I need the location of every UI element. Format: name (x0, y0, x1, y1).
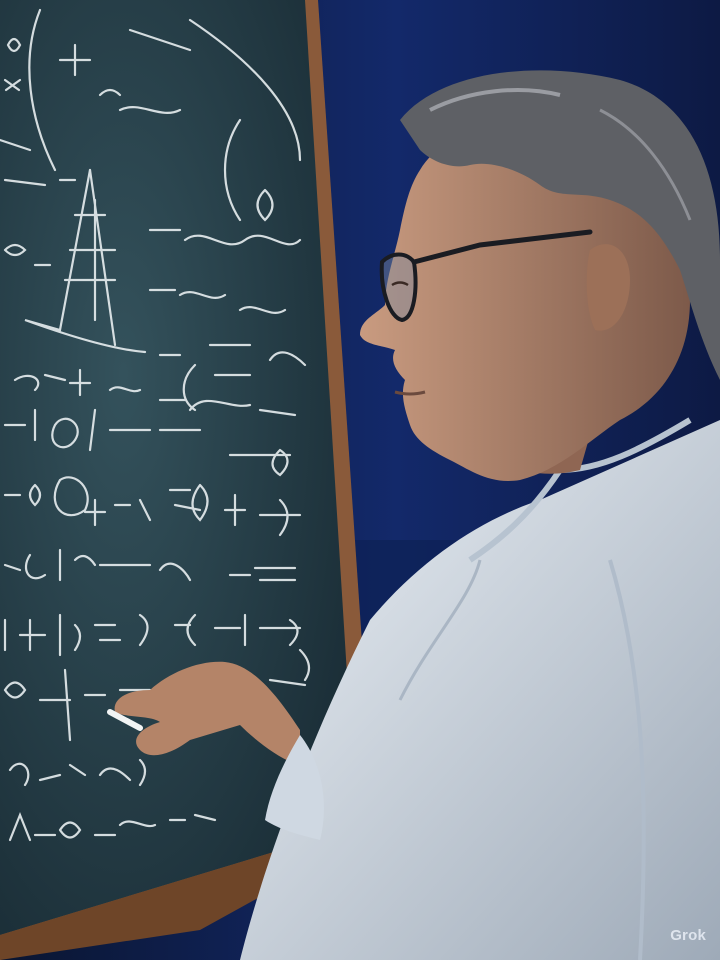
watermark-label: Grok (670, 927, 706, 944)
grok-logo-icon (670, 927, 720, 960)
grok-watermark (670, 927, 706, 944)
